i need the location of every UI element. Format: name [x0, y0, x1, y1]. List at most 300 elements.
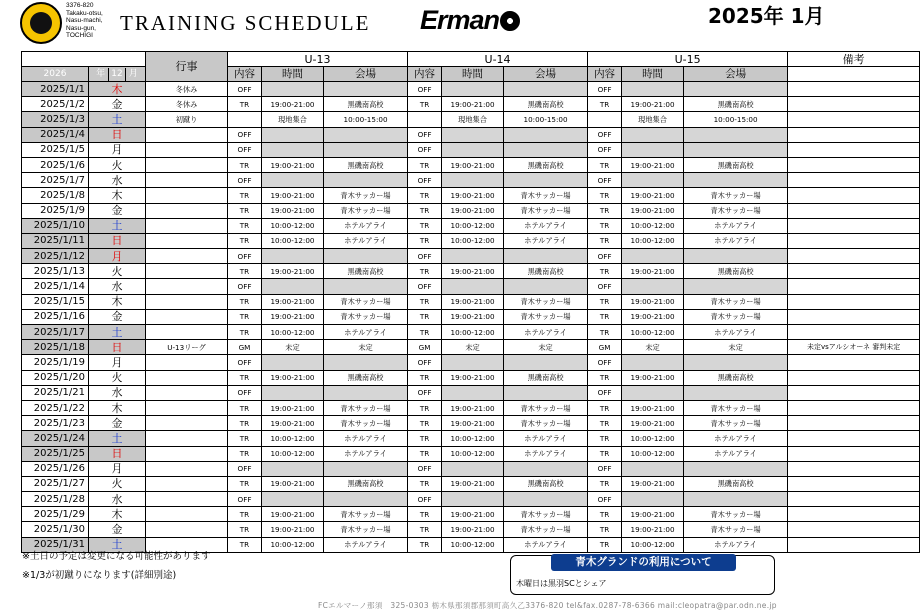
row-venue: ホテルアライ: [324, 446, 408, 461]
row-remarks: [788, 112, 920, 127]
row-date: 2025/1/2: [22, 97, 89, 112]
row-venue: [504, 249, 588, 264]
row-venue: 10:00-15:00: [504, 112, 588, 127]
row-venue: [684, 355, 788, 370]
row-day-of-week: 火: [89, 264, 146, 279]
row-day-of-week: 金: [89, 309, 146, 324]
row-content: TR: [588, 416, 622, 431]
row-time: 19:00-21:00: [262, 507, 324, 522]
row-date: 2025/1/25: [22, 446, 89, 461]
row-content: TR: [408, 476, 442, 491]
row-venue: 青木サッカー場: [504, 203, 588, 218]
row-event: [146, 446, 228, 461]
row-time: 10:00-12:00: [262, 325, 324, 340]
schedule-row: [22, 476, 920, 491]
row-venue: [324, 279, 408, 294]
row-venue: 黒磯南高校: [504, 476, 588, 491]
row-time: 未定: [622, 340, 684, 355]
row-event: [146, 309, 228, 324]
row-venue: [504, 461, 588, 476]
row-event: 初蹴り: [146, 112, 228, 127]
schedule-row: [22, 97, 920, 112]
row-remarks: [788, 157, 920, 172]
row-day-of-week: 土: [89, 325, 146, 340]
row-venue: ホテルアライ: [684, 446, 788, 461]
row-day-of-week: 水: [89, 385, 146, 400]
note-first-kick: ※1/3が初蹴りになります(詳細別途): [22, 570, 177, 581]
row-content: GM: [408, 340, 442, 355]
row-content: TR: [228, 416, 262, 431]
row-time: 10:00-12:00: [442, 446, 504, 461]
row-day-of-week: 木: [89, 82, 146, 97]
row-time: 19:00-21:00: [262, 522, 324, 537]
row-time: 19:00-21:00: [262, 309, 324, 324]
row-venue: 青木サッカー場: [504, 400, 588, 415]
row-content: OFF: [408, 461, 442, 476]
row-venue: [684, 279, 788, 294]
schedule-row: [22, 142, 920, 157]
row-venue: 黒磯南高校: [504, 370, 588, 385]
row-venue: [684, 142, 788, 157]
row-content: OFF: [228, 127, 262, 142]
row-remarks: [788, 370, 920, 385]
address-line: Nasu-gun,: [66, 24, 96, 32]
row-content: TR: [408, 188, 442, 203]
row-content: TR: [408, 157, 442, 172]
row-content: OFF: [228, 461, 262, 476]
row-date: 2025/1/15: [22, 294, 89, 309]
row-date: 2025/1/21: [22, 385, 89, 400]
row-day-of-week: 日: [89, 127, 146, 142]
row-content: OFF: [228, 173, 262, 188]
row-day-of-week: 日: [89, 233, 146, 248]
row-time: 19:00-21:00: [442, 203, 504, 218]
row-day-of-week: 土: [89, 431, 146, 446]
schedule-row: [22, 218, 920, 233]
header-row-groups: [22, 52, 920, 67]
row-time: 現地集合: [622, 112, 684, 127]
row-venue: 未定: [504, 340, 588, 355]
row-time: 19:00-21:00: [622, 416, 684, 431]
row-venue: [504, 355, 588, 370]
row-content: TR: [588, 431, 622, 446]
row-remarks: [788, 431, 920, 446]
row-venue: [684, 385, 788, 400]
header-sub-time: 時間: [622, 67, 684, 82]
row-event: [146, 400, 228, 415]
header-sub-venue: 会場: [324, 67, 408, 82]
row-content: TR: [228, 431, 262, 446]
row-remarks: [788, 492, 920, 507]
row-remarks: 未定vsアルシオーネ 審判未定: [788, 340, 920, 355]
row-venue: 未定: [684, 340, 788, 355]
row-date: 2025/1/26: [22, 461, 89, 476]
row-content: OFF: [588, 127, 622, 142]
row-day-of-week: 月: [89, 249, 146, 264]
row-content: TR: [588, 294, 622, 309]
row-time: [442, 385, 504, 400]
row-time: [442, 355, 504, 370]
row-venue: 黒磯南高校: [684, 97, 788, 112]
row-time: [442, 142, 504, 157]
row-venue: [684, 127, 788, 142]
row-content: TR: [408, 325, 442, 340]
header-year: [22, 67, 89, 82]
row-remarks: [788, 476, 920, 491]
schedule-row: [22, 507, 920, 522]
row-remarks: [788, 416, 920, 431]
row-day-of-week: 日: [89, 446, 146, 461]
row-content: OFF: [228, 385, 262, 400]
row-content: OFF: [228, 142, 262, 157]
row-venue: 黒磯南高校: [504, 264, 588, 279]
row-venue: 未定: [324, 340, 408, 355]
row-day-of-week: 月: [89, 142, 146, 157]
row-content: TR: [228, 476, 262, 491]
row-venue: ホテルアライ: [504, 233, 588, 248]
row-venue: 青木サッカー場: [324, 416, 408, 431]
row-date: 2025/1/5: [22, 142, 89, 157]
row-event: [146, 142, 228, 157]
row-content: TR: [588, 476, 622, 491]
row-time: 19:00-21:00: [262, 294, 324, 309]
row-venue: ホテルアライ: [684, 325, 788, 340]
row-venue: [324, 173, 408, 188]
row-venue: 青木サッカー場: [504, 188, 588, 203]
row-time: 10:00-12:00: [262, 233, 324, 248]
row-time: 19:00-21:00: [262, 97, 324, 112]
row-venue: ホテルアライ: [684, 218, 788, 233]
row-content: TR: [228, 233, 262, 248]
schedule-row: [22, 279, 920, 294]
header: [0, 0, 920, 48]
row-date: 2025/1/23: [22, 416, 89, 431]
row-venue: [684, 461, 788, 476]
row-time: 10:00-12:00: [442, 431, 504, 446]
row-time: [262, 279, 324, 294]
row-venue: ホテルアライ: [684, 431, 788, 446]
row-remarks: [788, 461, 920, 476]
row-venue: ホテルアライ: [324, 537, 408, 552]
row-day-of-week: 水: [89, 492, 146, 507]
row-content: TR: [228, 203, 262, 218]
schedule-row: [22, 461, 920, 476]
row-content: OFF: [228, 249, 262, 264]
row-event: [146, 188, 228, 203]
row-time: [442, 249, 504, 264]
row-time: [442, 492, 504, 507]
row-venue: [324, 355, 408, 370]
row-venue: 黒磯南高校: [324, 476, 408, 491]
row-venue: [324, 249, 408, 264]
header-group-u14: U-14: [408, 52, 588, 67]
row-venue: [324, 385, 408, 400]
header-group-u15: U-15: [588, 52, 788, 67]
row-remarks: [788, 446, 920, 461]
row-event: 冬休み: [146, 97, 228, 112]
row-time: [262, 142, 324, 157]
row-time: 10:00-12:00: [622, 431, 684, 446]
row-time: 19:00-21:00: [262, 476, 324, 491]
row-day-of-week: 土: [89, 218, 146, 233]
row-event: [146, 507, 228, 522]
row-content: TR: [588, 400, 622, 415]
row-remarks: [788, 203, 920, 218]
page-title: TRAINING SCHEDULE: [120, 11, 371, 35]
row-content: OFF: [408, 249, 442, 264]
row-time: 19:00-21:00: [262, 416, 324, 431]
row-time: [622, 385, 684, 400]
row-time: [262, 249, 324, 264]
row-time: 10:00-12:00: [262, 218, 324, 233]
row-venue: [324, 82, 408, 97]
row-time: 19:00-21:00: [442, 97, 504, 112]
row-time: [442, 279, 504, 294]
row-time: 19:00-21:00: [442, 476, 504, 491]
row-time: [442, 82, 504, 97]
row-content: OFF: [408, 492, 442, 507]
brand-logo-text: [420, 5, 520, 36]
header-blank: [22, 52, 146, 67]
row-venue: ホテルアライ: [324, 218, 408, 233]
row-venue: 青木サッカー場: [324, 507, 408, 522]
row-time: [262, 492, 324, 507]
row-time: 19:00-21:00: [622, 400, 684, 415]
row-time: [622, 142, 684, 157]
row-time: 19:00-21:00: [622, 507, 684, 522]
row-time: [262, 82, 324, 97]
row-content: TR: [228, 522, 262, 537]
row-content: OFF: [408, 355, 442, 370]
row-content: TR: [228, 400, 262, 415]
row-content: OFF: [588, 279, 622, 294]
row-venue: [684, 249, 788, 264]
row-day-of-week: 水: [89, 173, 146, 188]
schedule-row: [22, 203, 920, 218]
row-event: [146, 279, 228, 294]
schedule-row: [22, 416, 920, 431]
row-event: [146, 492, 228, 507]
row-time: [262, 461, 324, 476]
row-remarks: [788, 279, 920, 294]
row-day-of-week: 日: [89, 340, 146, 355]
row-time: [262, 385, 324, 400]
row-content: TR: [228, 188, 262, 203]
row-venue: 10:00-15:00: [684, 112, 788, 127]
row-content: TR: [228, 264, 262, 279]
row-day-of-week: 金: [89, 97, 146, 112]
schedule-row: [22, 355, 920, 370]
address-line: 3376-820: [66, 2, 94, 9]
row-date: 2025/1/10: [22, 218, 89, 233]
row-content: TR: [228, 218, 262, 233]
row-date: 2025/1/18: [22, 340, 89, 355]
row-day-of-week: 木: [89, 188, 146, 203]
row-remarks: [788, 294, 920, 309]
row-venue: 黒磯南高校: [684, 157, 788, 172]
header-sub-content: 内容: [588, 67, 622, 82]
row-time: 19:00-21:00: [442, 264, 504, 279]
row-time: 10:00-12:00: [442, 325, 504, 340]
row-venue: [504, 82, 588, 97]
row-content: OFF: [588, 355, 622, 370]
row-date: 2025/1/7: [22, 173, 89, 188]
row-content: TR: [228, 294, 262, 309]
row-venue: 青木サッカー場: [324, 188, 408, 203]
schedule-row: [22, 492, 920, 507]
row-content: TR: [588, 188, 622, 203]
ground-notice-title: 青木グランドの利用について: [551, 554, 736, 571]
row-content: [588, 112, 622, 127]
schedule-row: [22, 522, 920, 537]
header-sub-content: 内容: [228, 67, 262, 82]
row-date: 2025/1/6: [22, 157, 89, 172]
row-remarks: [788, 173, 920, 188]
row-content: TR: [588, 507, 622, 522]
row-content: GM: [228, 340, 262, 355]
row-venue: [504, 173, 588, 188]
row-time: 19:00-21:00: [622, 188, 684, 203]
row-venue: 青木サッカー場: [684, 400, 788, 415]
row-date: 2025/1/9: [22, 203, 89, 218]
row-venue: ホテルアライ: [504, 446, 588, 461]
row-time: 19:00-21:00: [442, 309, 504, 324]
row-content: TR: [588, 309, 622, 324]
row-event: [146, 294, 228, 309]
row-venue: ホテルアライ: [324, 325, 408, 340]
row-content: TR: [408, 522, 442, 537]
row-venue: [324, 142, 408, 157]
row-remarks: [788, 355, 920, 370]
row-venue: ホテルアライ: [504, 537, 588, 552]
row-time: 19:00-21:00: [262, 370, 324, 385]
row-event: [146, 370, 228, 385]
row-content: TR: [588, 522, 622, 537]
row-content: OFF: [588, 142, 622, 157]
row-venue: 青木サッカー場: [684, 203, 788, 218]
schedule-row: [22, 112, 920, 127]
row-content: TR: [408, 294, 442, 309]
schedule-body: [22, 82, 920, 553]
ground-notice: [510, 555, 775, 595]
row-time: 19:00-21:00: [262, 400, 324, 415]
row-day-of-week: 金: [89, 416, 146, 431]
schedule-table: [21, 51, 920, 553]
row-date: 2025/1/22: [22, 400, 89, 415]
schedule-row: [22, 157, 920, 172]
schedule-row: [22, 370, 920, 385]
row-time: 19:00-21:00: [622, 522, 684, 537]
row-content: TR: [228, 370, 262, 385]
row-event: [146, 461, 228, 476]
row-content: TR: [408, 203, 442, 218]
row-content: TR: [588, 537, 622, 552]
row-time: 19:00-21:00: [442, 370, 504, 385]
row-content: OFF: [408, 127, 442, 142]
row-time: [262, 127, 324, 142]
row-day-of-week: 月: [89, 461, 146, 476]
row-time: [442, 127, 504, 142]
row-event: [146, 233, 228, 248]
header-month-unit: 月: [128, 68, 138, 79]
row-venue: [504, 385, 588, 400]
row-day-of-week: 木: [89, 294, 146, 309]
row-time: 19:00-21:00: [622, 476, 684, 491]
row-content: TR: [228, 157, 262, 172]
row-venue: ホテルアライ: [504, 218, 588, 233]
row-time: 10:00-12:00: [262, 431, 324, 446]
schedule-row: [22, 173, 920, 188]
row-day-of-week: 土: [89, 537, 146, 552]
row-time: 10:00-12:00: [622, 218, 684, 233]
row-content: TR: [588, 157, 622, 172]
brand-name: Erman: [420, 5, 500, 35]
row-venue: 青木サッカー場: [684, 507, 788, 522]
row-date: 2025/1/17: [22, 325, 89, 340]
row-venue: 青木サッカー場: [504, 416, 588, 431]
row-remarks: [788, 309, 920, 324]
row-venue: [324, 492, 408, 507]
row-content: TR: [228, 309, 262, 324]
row-time: 19:00-21:00: [442, 416, 504, 431]
row-time: [262, 355, 324, 370]
row-time: 現地集合: [262, 112, 324, 127]
row-venue: 黒磯南高校: [504, 97, 588, 112]
row-remarks: [788, 325, 920, 340]
schedule-row: [22, 188, 920, 203]
header-group-u13: U-13: [228, 52, 408, 67]
row-content: OFF: [228, 279, 262, 294]
row-content: OFF: [228, 82, 262, 97]
row-event: [146, 157, 228, 172]
row-time: 19:00-21:00: [262, 188, 324, 203]
row-content: TR: [228, 537, 262, 552]
row-content: OFF: [588, 173, 622, 188]
schedule-row: [22, 264, 920, 279]
club-logo: [20, 2, 62, 44]
row-day-of-week: 土: [89, 112, 146, 127]
club-address: [66, 2, 103, 40]
row-venue: 青木サッカー場: [684, 188, 788, 203]
row-content: OFF: [588, 461, 622, 476]
footer-contact: FCエルマーノ那須 325-0303 栃木県那須郡那須町高久乙3376-820 tel&fax.0287-78-6366 mail:cleopatra@par.odn.ne.jp: [318, 601, 777, 610]
row-content: [408, 112, 442, 127]
row-venue: ホテルアライ: [324, 431, 408, 446]
row-venue: [504, 492, 588, 507]
row-venue: 黒磯南高校: [684, 264, 788, 279]
row-content: OFF: [408, 142, 442, 157]
row-time: [622, 127, 684, 142]
row-date: 2025/1/29: [22, 507, 89, 522]
header-year-value: 2026: [43, 68, 67, 79]
row-content: TR: [408, 416, 442, 431]
row-content: OFF: [408, 279, 442, 294]
row-remarks: [788, 249, 920, 264]
row-day-of-week: 火: [89, 157, 146, 172]
row-remarks: [788, 233, 920, 248]
schedule-row: [22, 233, 920, 248]
row-time: 10:00-12:00: [262, 537, 324, 552]
row-venue: 青木サッカー場: [684, 416, 788, 431]
row-venue: 青木サッカー場: [324, 309, 408, 324]
row-content: TR: [588, 325, 622, 340]
address-line: Nasu-machi,: [66, 17, 103, 25]
row-time: 19:00-21:00: [622, 294, 684, 309]
row-time: 現地集合: [442, 112, 504, 127]
row-event: [146, 218, 228, 233]
row-time: [622, 355, 684, 370]
row-content: OFF: [588, 249, 622, 264]
